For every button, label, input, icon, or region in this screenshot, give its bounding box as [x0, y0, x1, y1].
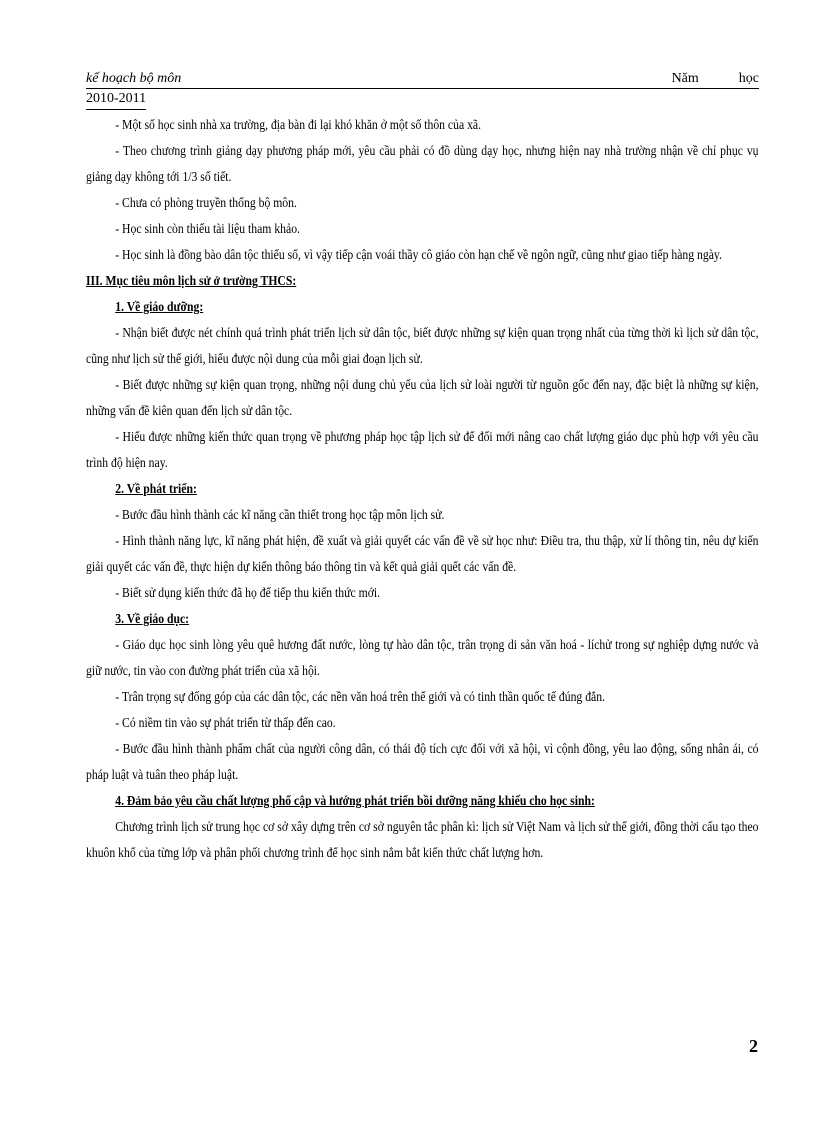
paragraph: - Chưa có phòng truyền thống bộ môn. [115, 195, 297, 210]
header-year: 2010-2011 [86, 89, 146, 110]
subsection-title-1: 1. Về giáo dưỡng: [115, 299, 204, 314]
header-word-nam: Năm [671, 71, 699, 86]
paragraph: - Hình thành năng lực, kĩ năng phát hiện, đề xuất và giải quyết các vấn đề về sử học như: Điều tra, thu thập, xử lí thông tin, nêu dự kiến giải quyết các vấn đề, thực hiện dự kiến thông báo thông tin và kết quả giải quết các vấn đề. [86, 533, 759, 574]
paragraph: - Bước đầu hình thành phẩm chất của người công dân, có thái độ tích cực đối với xã hội, vì cộnh đồng, yêu lao động, sống nhân ái, có pháp luật và tuân theo pháp luật. [86, 741, 759, 782]
paragraph: Chương trình lịch sử trung học cơ sở xây dựng trên cơ sở nguyên tắc phân kì: lịch sử Việt Nam và lịch sử thế giới, đồng thời cấu tạo theo khuôn khổ của từng lớp và phân phối chương trình để học sinh nắm bắt kiến thức chất lượng hơn. [86, 819, 759, 860]
header-subject: kế hoạch bộ môn [86, 71, 182, 86]
paragraph: - Biết sử dụng kiến thức đã họ để tiếp thu kiến thức mới. [115, 585, 381, 600]
subsection-title-3: 3. Về giáo dục: [115, 611, 190, 626]
paragraph: - Nhận biết được nét chính quá trình phát triển lịch sử dân tộc, biết được những sự kiện quan trọng nhất của từng thời kì lịch sử dân tộc, cũng như lịch sử thế giới, hiểu được nội dung của mỗi giai đoạn lịch sử. [86, 325, 759, 366]
paragraph: - Trân trọng sự đống góp của các dân tộc, các nền văn hoá trên thế giới và có tinh thần quốc tế đúng đắn. [115, 689, 605, 704]
page-header [86, 70, 759, 89]
paragraph: - Một số học sinh nhà xa trường, địa bàn đi lại khó khăn ở một số thôn của xã. [115, 117, 482, 132]
paragraph: - Học sinh là đồng bào dân tộc thiểu số, vì vậy tiếp cận voái thầy cô giáo còn hạn chế về ngôn ngữ, cũng như giao tiếp hàng ngày. [115, 247, 722, 262]
paragraph: - Hiểu được những kiến thức quan trọng về phương pháp học tập lịch sử để đổi mới nâng cao chất lượng giáo dục phù hợp với yêu cầu trình độ hiện nay. [86, 429, 759, 470]
paragraph: - Theo chương trình giảng dạy phương pháp mới, yêu cầu phải có đồ dùng dạy học, nhưng hiện nay nhà trường nhận về chỉ phục vụ giảng dạy không tới 1/3 số tiết. [86, 143, 759, 184]
subsection-title-2: 2. Về phát triển: [115, 481, 197, 496]
paragraph: - Giáo dục học sinh lòng yêu quê hương đất nước, lòng tự hào dân tộc, trân trọng di sản văn hoá - líchử trong sự nghiệp dựng nước và giữ nước, tin vào con đường phát triển của xã hội. [86, 637, 759, 678]
page-number: 2 [749, 1036, 758, 1056]
paragraph: - Có niềm tin vào sự phát triển từ thấp đến cao. [115, 715, 336, 730]
subsection-title-4: 4. Đảm bảo yêu cầu chất lượng phổ cập và hướng phát triển bồi dưỡng năng khiếu cho học sinh: [115, 793, 595, 808]
header-school-year-label [672, 70, 759, 88]
paragraph: - Học sinh còn thiếu tài liệu tham khảo. [115, 221, 300, 236]
document-page [86, 70, 759, 866]
paragraph: - Biết được những sự kiện quan trọng, những nội dung chủ yếu của lịch sử loài người từ nguồn gốc đến nay, đặc biệt là những sự kiện, những vấn đề kiên quan đến lịch sử dân tộc. [86, 377, 759, 418]
header-word-hoc: học [738, 71, 759, 86]
section-title: III. Mục tiêu môn lịch sử ở trường THCS: [86, 273, 297, 288]
paragraph: - Bước đầu hình thành các kĩ năng cần thiết trong học tập môn lịch sử. [115, 507, 445, 522]
document-body [86, 112, 759, 866]
